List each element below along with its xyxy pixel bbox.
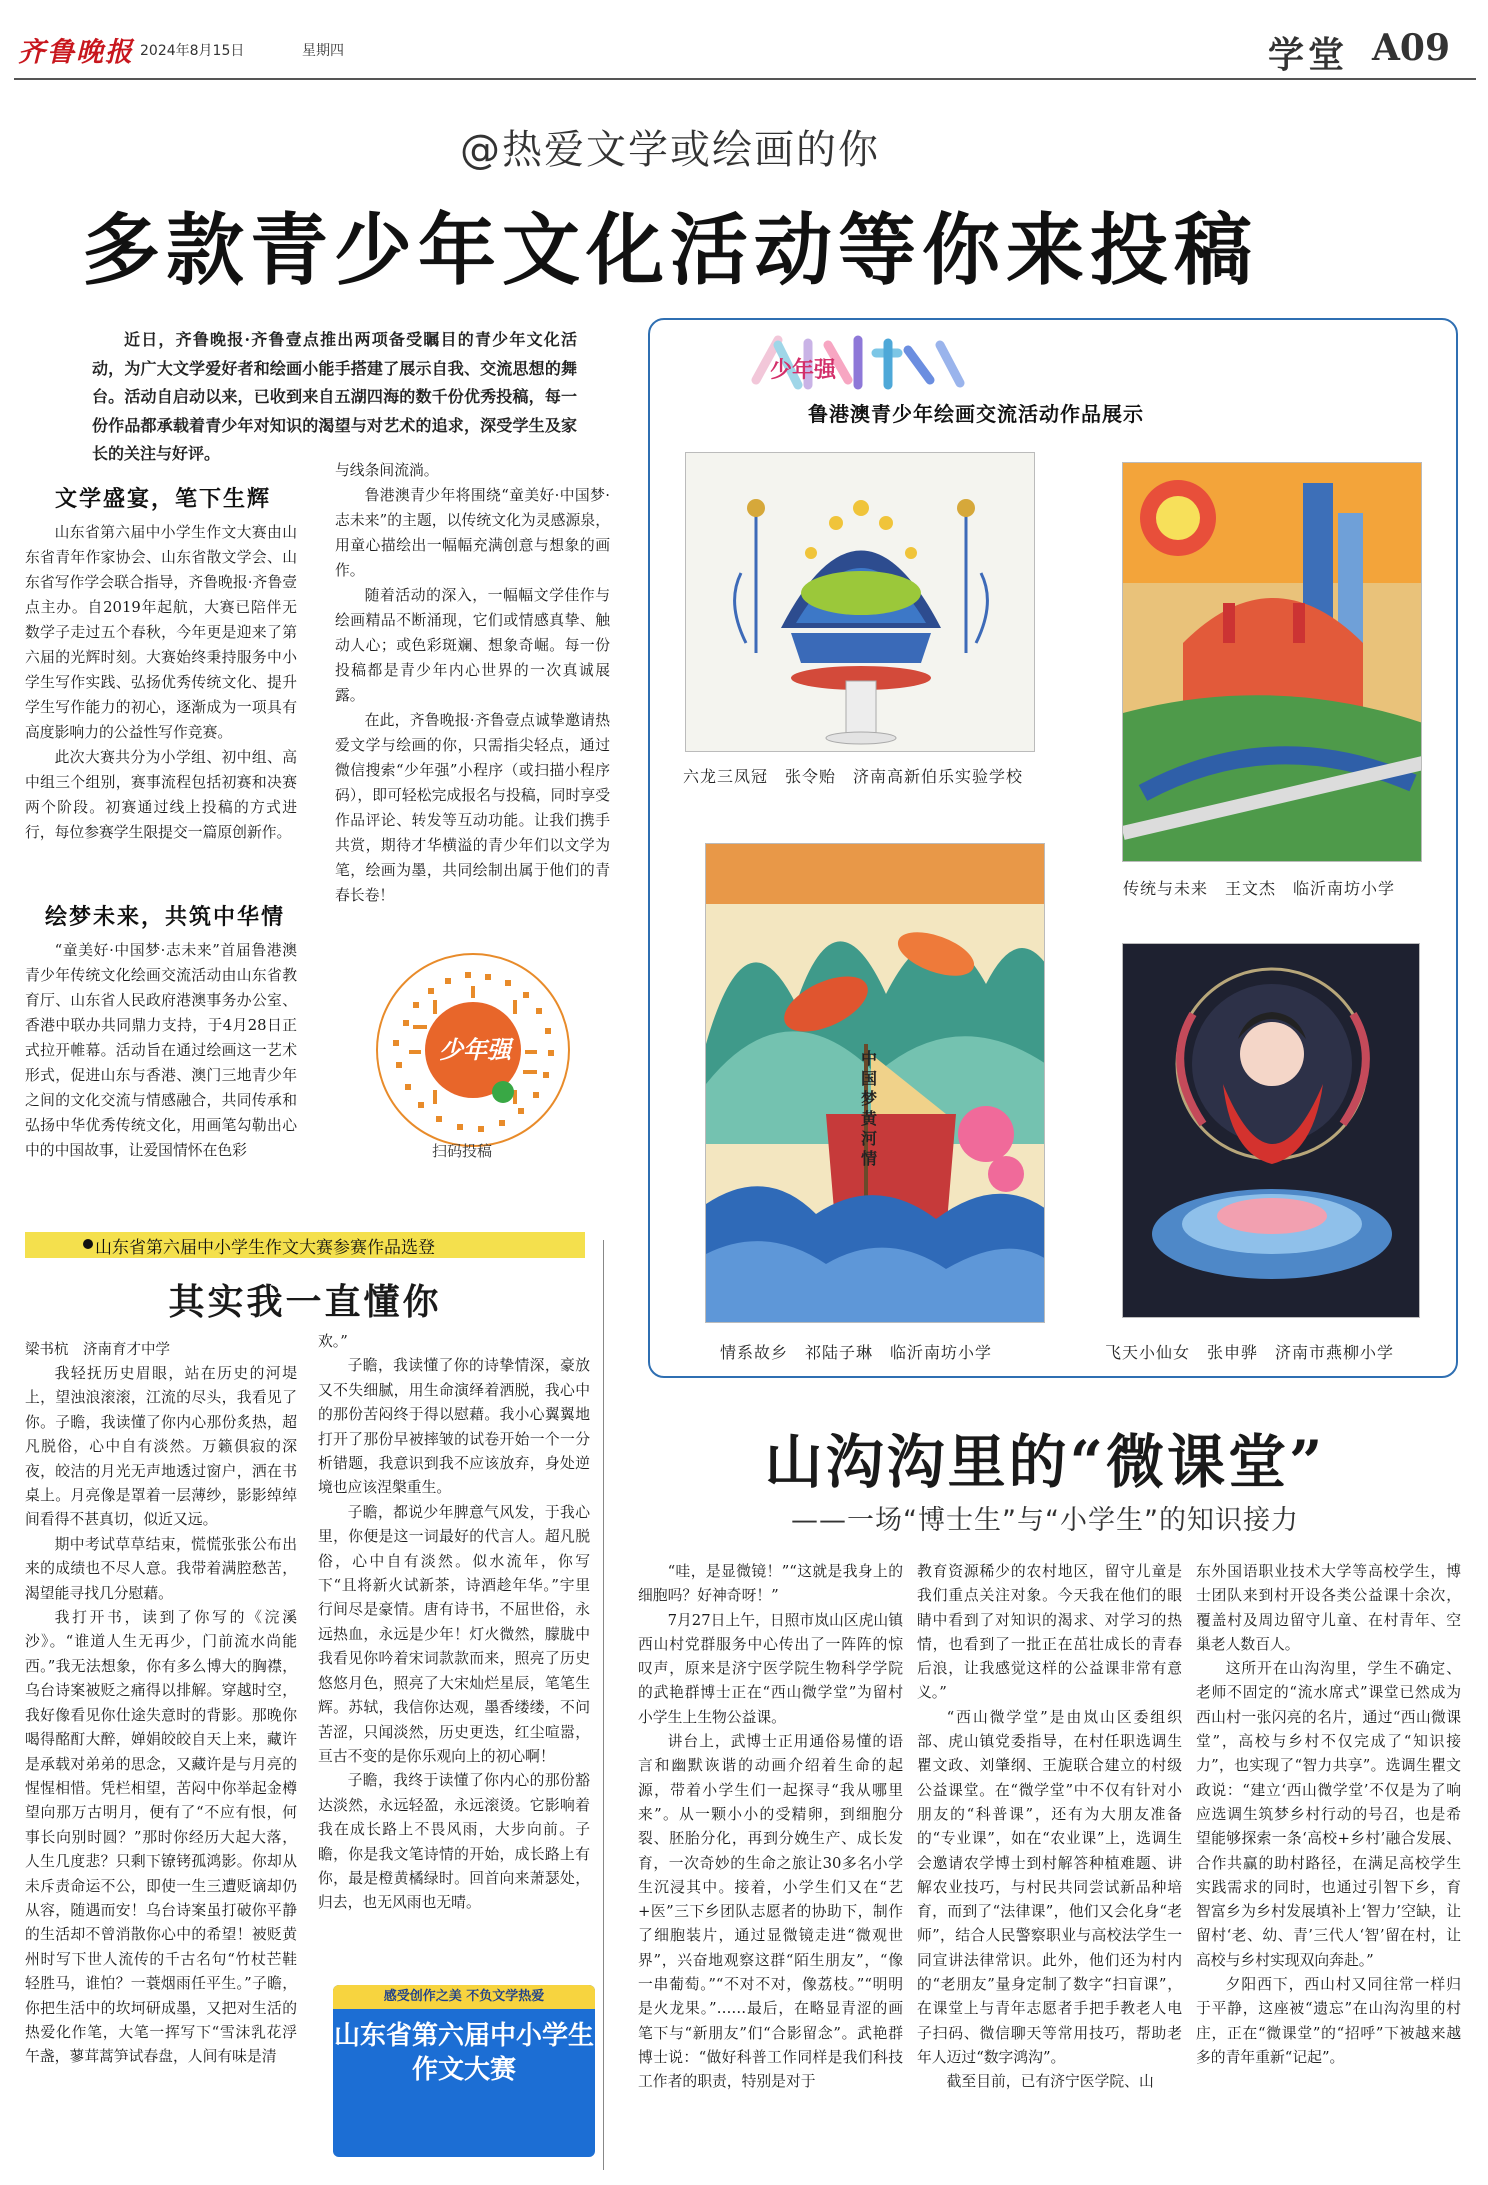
paragraph: 教育资源稀少的农村地区，留守儿童是我们重点关注对象。今天我在他们的眼睛中看到了对知识的渴求、对学习的热情，也看到了一批正在茁壮成长的青春后浪，让我感觉这样的公益课非常有意义。” [917, 1563, 1182, 1702]
paragraph: 鲁港澳青少年将围绕“童美好·中国梦·志未来”的主题，以传统文化为灵感源泉，用童心描绘出一幅幅充满创意与想象的画作。 [335, 487, 610, 579]
essay-contest-promo[interactable] [333, 1985, 595, 2157]
paragraph: 此次大赛共分为小学组、初中组、高中组三个组别，赛事流程包括初赛和决赛两个阶段。初赛通过线上投稿的方式进行，每位参赛学生限提交一篇原创新作。 [25, 749, 297, 841]
section-name: 学堂 [1268, 34, 1349, 76]
paragraph: 7月27日上午，日照市岚山区虎山镇西山村党群服务中心传出了一阵阵的惊叹声，原来是济宁医学院生物科学学院的武艳群博士正在“西山微学堂”为留村小学生上生物公益课。 [638, 1611, 903, 1726]
paragraph: 子瞻，我终于读懂了你内心的那份豁达淡然，永远轻盈，永远滚烫。它影响着我在成长路上不畏风雨，大步向前。子瞻，你是我文笔诗情的开始，成长路上有你，最是橙黄橘绿时。回首向来萧瑟处，归去，也无风雨也无晴。 [318, 1772, 590, 1912]
paragraph: 随着活动的深入，一幅幅文学佳作与绘画精品不断涌现，它们或情感真挚、触动人心；或色彩斑斓、想象奇崛。每一份投稿都是青少年内心世界的一次真诚展露。 [335, 587, 610, 704]
lead-column-2 [335, 458, 610, 908]
paragraph: 这所开在山沟沟里，学生不确定、老师不固定的“流水席式”课堂已然成为西山村一张闪亮的名片，通过“西山微课堂”，高校与乡村不仅完成了“知识接力”，也实现了“智力共享”。选调生瞿文政说：“建立‘西山微学堂’不仅是为了响应选调生筑梦乡村行动的号召，也是希望能够探索一条‘高校+乡村’融合发展、合作共赢的助村路径，在满足高校学生实践需求的同时，也通过引智下乡，育智富乡为乡村发展填补上‘智力’空缺，让留村‘老、幼、青’三代人‘智’留在村，让高校与乡村实现双向奔赴。” [1196, 1660, 1461, 1969]
newspaper-logo: 齐鲁晚报 [18, 37, 134, 68]
promo-title: 山东省第六届中小学生作文大赛 [333, 2021, 594, 2085]
qr-label: 少年强 [439, 1035, 511, 1064]
gallery-logo-graphic [748, 325, 978, 405]
story2-subtitle: ——一场“博士生”与“小学生”的知识接力 [791, 1505, 1299, 1536]
story2-column-2 [917, 1560, 1182, 2175]
gallery-logo-text: 少年强 [770, 358, 837, 383]
header-rule [14, 78, 1476, 80]
caption-painting-1: 六龙三凤冠 张令贻 济南高新伯乐实验学校 [683, 767, 1024, 786]
subhead-literature: 文学盛宴，笔下生辉 [55, 486, 272, 512]
lead-column-1 [25, 520, 297, 886]
paragraph: 我轻抚历史眉眼，站在历史的河堤上，望浊浪滚滚，江流的尽头，我看见了你。子瞻，我读懂了你内心那份炙热，超凡脱俗，心中自有淡然。万籁俱寂的深夜，皎洁的月光无声地透过窗户，洒在书桌上。月亮像是罩着一层薄纱，影影绰绰间看得不甚真切，似近又远。 [25, 1365, 297, 1529]
column-divider [603, 1240, 604, 2170]
subhead-painting: 绘梦未来，共筑中华情 [45, 904, 286, 930]
caption-painting-4: 飞天小仙女 张申骅 济南市燕柳小学 [1105, 1343, 1395, 1362]
page-number: A09 [1372, 27, 1451, 69]
tradition-future-illustration [1123, 463, 1422, 862]
painting-tradition-future [1122, 462, 1422, 862]
fairy-illustration [1123, 944, 1420, 1318]
paragraph: 子瞻，都说少年脾意气风发，于我心里，你便是这一词最好的代言人。超凡脱俗，心中自有淡然。似水流年，你写下“且将新火试新茶，诗酒趁年华。”宇里行间尽是豪情。唐有诗书，不屈世俗，永远热血，永远是少年！灯火微然，朦胧中我看见你吟着宋词款款而来，照亮了历史悠悠月色，照亮了大宋灿烂星辰，笔笔生辉。苏轼，我信你达观，墨香缕缕，不问苦涩，只闻淡然，历史更迭，红尘喧嚣，亘古不变的是你乐观向上的初心啊！ [318, 1503, 590, 1765]
paragraph: 在此，齐鲁晚报·齐鲁壹点诚挚邀请热爱文学与绘画的你，只需指尖轻点，通过微信搜索“少年强”小程序（或扫描小程序码），即可轻松完成报名与投稿，同时享受作品评论、转发等互动功能。让我们携手共赏，期待才华横溢的青少年们以文学为笔，绘画为墨，共同绘制出属于他们的青春长卷！ [335, 712, 610, 904]
essay-title: 其实我一直懂你 [168, 1281, 442, 1323]
qr-caption: 扫码投稿 [432, 1142, 493, 1160]
caption-painting-2: 传统与未来 王文杰 临沂南坊小学 [1123, 879, 1396, 898]
paragraph: 东外国语职业技术大学等高校学生，博士团队来到村开设各类公益课十余次，覆盖村及周边留守儿童、在村青年、空巢老人数百人。 [1196, 1563, 1461, 1653]
paragraph: 截至目前，已有济宁医学院、山 [946, 2073, 1154, 2091]
story2-title: 山沟沟里的“微课堂” [764, 1428, 1326, 1496]
painting-crown [685, 452, 1035, 752]
promo-slogan: 感受创作之美 不负文学热爱 [333, 1985, 595, 2009]
paragraph: “西山微学堂”是由岚山区委组织部、虎山镇党委指导，在村任职选调生瞿文政、刘肇纲、王旎联合建立的村级公益课堂。在“微学堂”中不仅有针对小朋友的“科普课”，还有为大朋友准备的“专业课”，如在“农业课”上，选调生会邀请农学博士到村解答种植难题、讲解农业技巧，与村民共同尝试新品种培育，而到了“法律课”，他们又会化身“老师”，结合人民警察职业与高校法学生一同宣讲法律常识。此外，他们还为村内的“老朋友”量身定制了数字“扫盲课”，在课堂上与青年志愿者手把手教老人电子扫码、微信聊天等常用技巧，帮助老年人迈过“数字鸿沟”。 [917, 1708, 1182, 2066]
caption-painting-3: 情系故乡 祁陆子琳 临沂南坊小学 [720, 1343, 993, 1362]
paragraph: “哇，是显微镜！”“这就是我身上的细胞吗？好神奇呀！” [638, 1563, 903, 1605]
paragraph: 期中考试草草结束，慌慌张张公布出来的成绩也不尽人意。我带着满腔愁苦，渴望能寻找几分慰藉。 [25, 1535, 297, 1602]
paragraph: 夕阳西下，西山村又同往常一样归于平静，这座被“遗忘”在山沟沟里的村庄，正在“微课堂”的“招呼”下被越来越多的青年重新“记起”。 [1196, 1976, 1461, 2066]
bullet-icon [83, 1239, 93, 1249]
story2-column-3 [1196, 1560, 1461, 2175]
lead-headline: 多款青少年文化活动等你来投稿 [81, 205, 1258, 296]
essay-banner-text: 山东省第六届中小学生作文大赛参赛作品选登 [95, 1238, 435, 1258]
essay-column-1 [25, 1362, 297, 2167]
essay-column-2 [318, 1330, 590, 1975]
crown-illustration [686, 453, 1035, 752]
paragraph: 欢。” [318, 1333, 348, 1350]
story2-column-1 [638, 1560, 903, 2175]
painting-fairy [1122, 943, 1420, 1318]
painting-sail-text: 中国梦黄河情 [861, 1049, 878, 1168]
lead-kicker: @热爱文学或绘画的你 [460, 127, 880, 173]
paragraph: 子瞻，我读懂了你的诗挚情深，豪放又不失细腻，用生命演绎着洒脱，我心中的那份苦闷终于得以慰藉。我小心翼翼地打开了那份早被摔皱的试卷开始一个一分析错题，我意识到我不应该放弃，身处逆境也应该涅槃重生。 [318, 1357, 590, 1497]
essay-author: 梁书杭 济南育才中学 [25, 1342, 170, 1358]
painting-homeland [705, 843, 1045, 1323]
lead-column-1b [25, 938, 297, 1188]
paragraph: 我打开书，读到了你写的《浣溪沙》。“谁道人生无再少，门前流水尚能西。”我无法想象，你有多么博大的胸襟，乌台诗案被贬之痛得以排解。穿越时空，我好像看见你仕途失意时的背影。那晚你喝得酩酊大醉，婵娟皎皎自天上来，藏许是承载对弟弟的思念，又藏许是与月亮的惺惺相惜。凭栏相望，苦闷中你举起金樽望向那万古明月，便有了“不应有恨，何事长向别时圆？”那时你经历大起大落，人生几度悲？只剩下镣铐孤鸿影。你却从未斥责命运不公，即使一生三遭贬谪却仍从容，随遇而安！乌台诗案虽打破你平静的生活却不曾消散你心中的希望！被贬黄州时写下世人流传的千古名句“竹杖芒鞋轻胜马，谁怕？一蓑烟雨任平生。”子瞻，你把生活中的坎坷研成墨，又把对生活的热爱化作笔，大笔一挥写下“雪沫乳花浮午盏，蓼茸蒿笋试春盘，人间有味是清 [25, 1609, 297, 2066]
paragraph: 山东省第六届中小学生作文大赛由山东省青年作家协会、山东省散文学会、山东省写作学会联合指导，齐鲁晚报·齐鲁壹点主办。自2019年起航，大赛已陪伴无数学子走过五个春秋，今年更是迎来了第六届的光辉时刻。大赛始终秉持服务中小学生写作实践、弘扬优秀传统文化、提升学生写作能力的初心，逐渐成为一项具有高度影响力的公益性写作竞赛。 [25, 524, 297, 741]
lead-lede: 近日，齐鲁晚报·齐鲁壹点推出两项备受瞩目的青少年文化活动，为广大文学爱好者和绘画小能手搭建了展示自我、交流思想的舞台。活动自启动以来，已收到来自五湖四海的数千份优秀投稿，每一份作品都承载着青少年对知识的渴望与对艺术的追求，深受学生及家长的关注与好评。 [92, 330, 577, 463]
paragraph: “童美好·中国梦·志未来”首届鲁港澳青少年传统文化绘画交流活动由山东省教育厅、山东省人民政府港澳事务办公室、香港中联办共同鼎力支持，于4月28日正式拉开帷幕。活动旨在通过绘画这一艺术形式，促进山东与香港、澳门三地青少年之间的文化交流与情感融合，共同传承和弘扬中华优秀传统文化，用画笔勾勒出心中的中国故事，让爱国情怀在色彩 [25, 942, 297, 1159]
paragraph: 讲台上，武博士正用通俗易懂的语言和幽默诙谐的动画介绍着生命的起源，带着小学生们一起探寻“我从哪里来”。从一颗小小的受精卵，到细胞分裂、胚胎分化，再到分娩生产、成长发育，一次奇妙的生命之旅让30多名小学生沉浸其中。接着，小学生们又在“艺+医”三下乡团队志愿者的协助下，制作了细胞装片，通过显微镜走进“微观世界”，兴奋地观察这群“陌生朋友”，“像一串葡萄。”“不对不对，像荔枝。”“明明是火龙果。”……最后，在略显青涩的画笔下与“新朋友”们“合影留念”。武艳群博士说：“做好科普工作同样是我们科技工作者的职责，特别是对于 [638, 1733, 903, 2091]
issue-date: 2024年8月15日 [140, 43, 245, 59]
paragraph: 与线条间流淌。 [335, 462, 439, 479]
issue-weekday: 星期四 [302, 43, 344, 59]
gallery-title: 鲁港澳青少年绘画交流活动作品展示 [808, 402, 1144, 426]
